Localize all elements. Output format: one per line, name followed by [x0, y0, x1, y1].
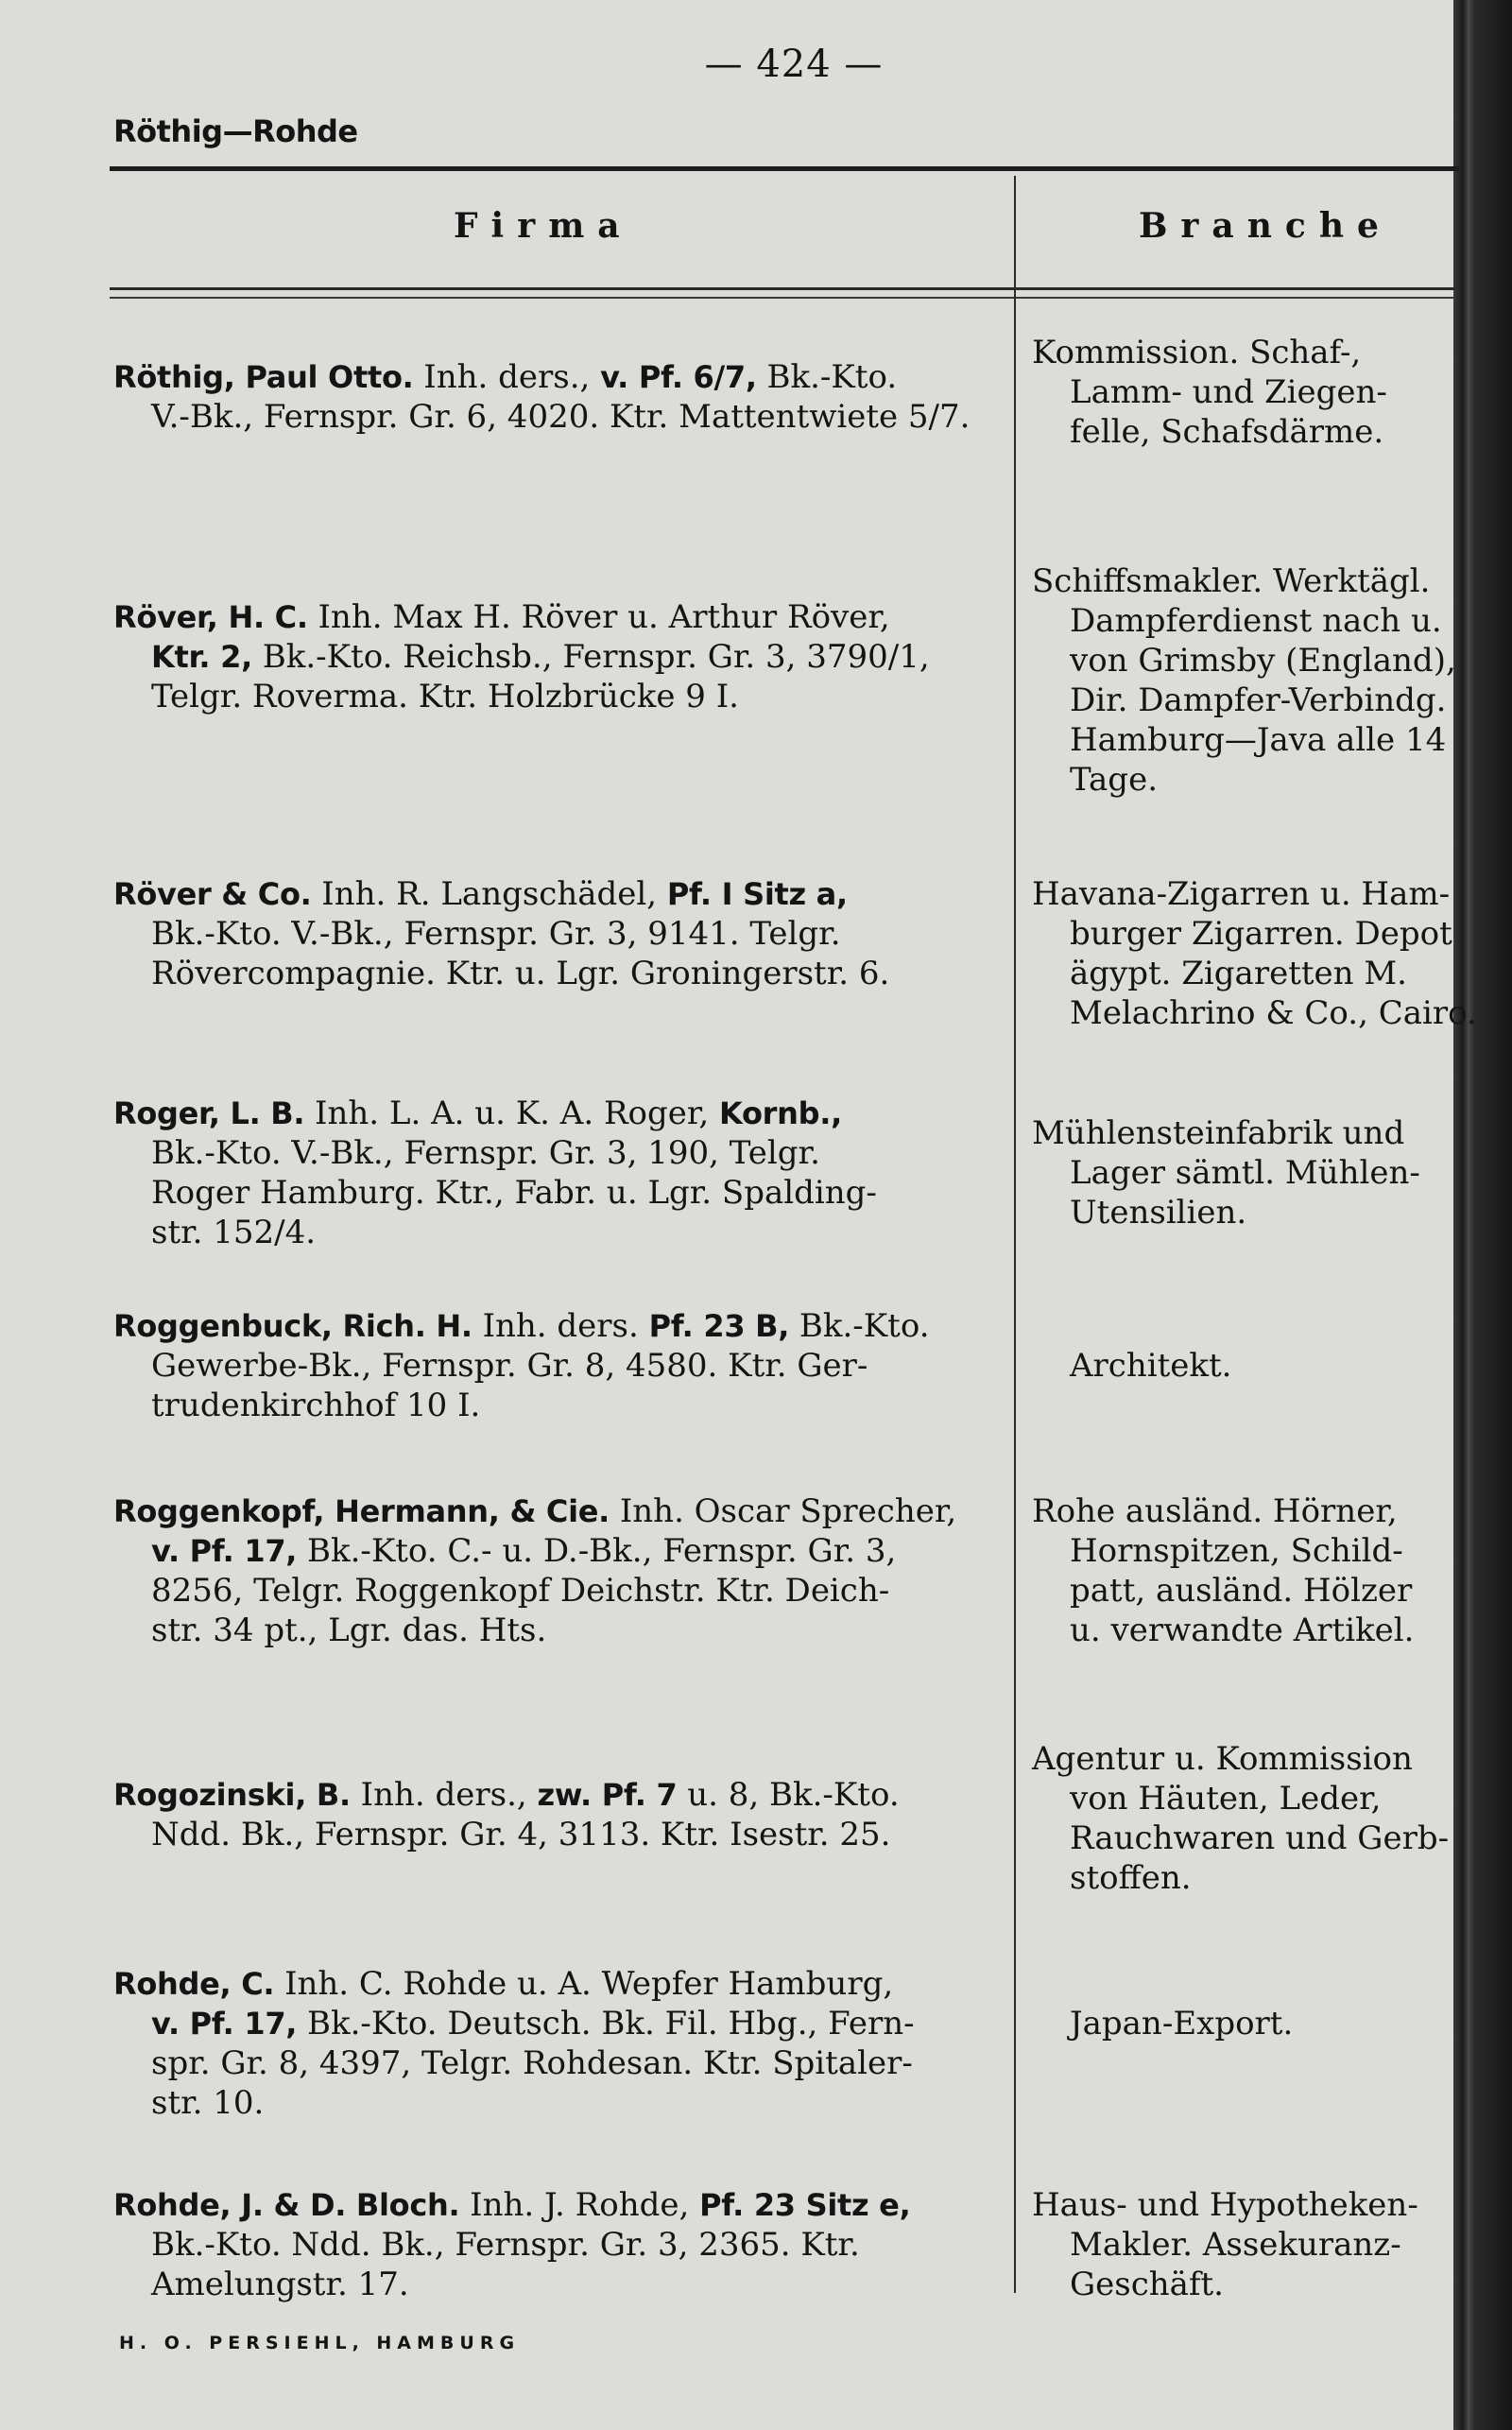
branche-line: Makler. Assekuranz- — [1070, 2226, 1401, 2264]
firma-line — [113, 1173, 1006, 1213]
firma-line — [113, 1491, 1006, 1531]
firma-text: Bk.-Kto. C.- u. D.-Bk., Fernspr. Gr. 3, — [297, 1532, 897, 1570]
firma-text: Inh. J. Rohde, — [459, 2186, 700, 2224]
firma-text: Inh. C. Rohde u. A. Wepfer Hamburg, — [274, 1965, 894, 2003]
printer-imprint: H. O. PERSIEHL, HAMBURG — [119, 2333, 521, 2353]
firma-line — [113, 954, 1006, 993]
branche-line: stoffen. — [1070, 1859, 1192, 1897]
firma-line — [113, 1571, 1006, 1611]
entry-firma — [113, 1306, 1006, 1425]
firma-line — [113, 597, 1006, 637]
firma-text: Inh. Oscar Sprecher, — [610, 1492, 957, 1530]
entry-firma — [113, 1964, 1006, 2123]
column-divider — [1014, 176, 1016, 2293]
branche-line: Rohe ausländ. Hörner, — [1032, 1492, 1398, 1530]
firma-text: Bk.-Kto. V.-Bk., Fernspr. Gr. 3, 9141. Telgr. — [151, 915, 841, 953]
branche-line: Lamm- und Ziegen- — [1070, 373, 1387, 411]
entry-branche — [1032, 333, 1467, 452]
entry-firma — [113, 2185, 1006, 2304]
firma-line — [113, 874, 1006, 914]
firma-line — [113, 2185, 1006, 2225]
firma-text: Bk.-Kto. — [756, 358, 898, 396]
entry-firma — [113, 597, 1006, 716]
firma-line — [113, 397, 1006, 437]
branche-line: Kommission. Schaf-, — [1032, 334, 1362, 371]
branche-line: Mühlensteinfabrik und — [1032, 1114, 1405, 1152]
branche-line: Schiffsmakler. Werktägl. — [1032, 562, 1431, 600]
running-head: Röthig—Rohde — [113, 113, 358, 149]
column-header-firma: Firma — [454, 206, 633, 246]
firma-name-bold: Röthig, Paul Otto. — [113, 359, 414, 395]
branche-line: Melachrino & Co., Cairo. — [1070, 994, 1477, 1032]
branche-line: Dir. Dampfer-Verbindg. — [1070, 681, 1447, 719]
branche-line: von Grimsby (England), — [1070, 642, 1456, 680]
firma-text: Inh. ders., — [413, 358, 601, 396]
firma-line — [113, 2083, 1006, 2123]
firma-line — [113, 357, 1006, 397]
firma-line — [113, 1386, 1006, 1425]
firma-text: V.-Bk., Fernspr. Gr. 6, 4020. Ktr. Mattentwiete 5/7. — [151, 398, 971, 436]
branche-line: Geschäft. — [1070, 2266, 1224, 2303]
entry-firma — [113, 1491, 1006, 1650]
firma-text: str. 152/4. — [151, 1214, 317, 1251]
firma-name-bold: Roggenbuck, Rich. H. — [113, 1308, 472, 1344]
branche-line: Tage. — [1070, 761, 1159, 799]
firma-name-bold: Ktr. 2, — [151, 639, 252, 675]
firma-line — [113, 1213, 1006, 1252]
top-rule — [110, 166, 1459, 171]
branche-line: Havana-Zigarren u. Ham- — [1032, 875, 1451, 913]
entry-branche — [1032, 561, 1467, 800]
branche-line: u. verwandte Artikel. — [1070, 1611, 1415, 1649]
firma-name-bold: Pf. 23 Sitz e, — [699, 2187, 911, 2223]
branche-line: Architekt. — [1070, 1347, 1232, 1385]
firma-line — [113, 2004, 1006, 2043]
firma-text: Inh. L. A. u. K. A. Roger, — [304, 1094, 720, 1132]
branche-line: Utensilien. — [1070, 1194, 1247, 1232]
firma-name-bold: Pf. 23 B, — [648, 1308, 790, 1344]
firma-name-bold: Roger, L. B. — [113, 1095, 305, 1131]
branche-line: Hornspitzen, Schild- — [1070, 1532, 1403, 1570]
firma-name-bold: Roggenkopf, Hermann, & Cie. — [113, 1493, 610, 1529]
firma-line — [113, 1133, 1006, 1173]
firma-text: Inh. ders., — [350, 1776, 538, 1814]
entry-firma — [113, 1094, 1006, 1252]
firma-text: Inh. Max H. Röver u. Arthur Röver, — [307, 598, 890, 636]
firma-name-bold: zw. Pf. 7 — [537, 1777, 678, 1813]
firma-name-bold: Röver & Co. — [113, 876, 312, 912]
firma-line — [113, 677, 1006, 716]
firma-text: Telgr. Roverma. Ktr. Holzbrücke 9 I. — [151, 678, 739, 715]
entry-branche — [1032, 1739, 1467, 1898]
firma-text: str. 34 pt., Lgr. das. Hts. — [151, 1611, 547, 1649]
branche-line: Rauchwaren und Gerb- — [1070, 1819, 1450, 1857]
entry-firma — [113, 357, 1006, 437]
entry-branche — [1032, 1964, 1467, 2043]
branche-line: Agentur u. Kommission — [1032, 1740, 1413, 1778]
entry-firma — [113, 1775, 1006, 1854]
firma-name-bold: v. Pf. 6/7, — [600, 359, 757, 395]
firma-text: Inh. ders. — [472, 1307, 649, 1345]
firma-text: Amelungstr. 17. — [151, 2266, 409, 2303]
branche-line: Dampferdienst nach u. — [1070, 602, 1442, 640]
firma-line — [113, 1094, 1006, 1133]
firma-text: Ndd. Bk., Fernspr. Gr. 4, 3113. Ktr. Isestr. 25. — [151, 1816, 891, 1853]
firma-text: Bk.-Kto. Ndd. Bk., Fernspr. Gr. 3, 2365. Ktr. — [151, 2226, 860, 2264]
firma-text: Bk.-Kto. Reichsb., Fernspr. Gr. 3, 3790/1, — [251, 638, 930, 676]
firma-line — [113, 1964, 1006, 2004]
branche-line: Hamburg—Java alle 14 — [1070, 721, 1447, 759]
entry-branche — [1032, 1491, 1467, 1650]
entry-branche — [1032, 1306, 1467, 1386]
branche-line: von Häuten, Leder, — [1070, 1780, 1382, 1818]
firma-text: Rövercompagnie. Ktr. u. Lgr. Groningerstr. 6. — [151, 955, 890, 992]
firma-line — [113, 2225, 1006, 2265]
firma-name-bold: Rogozinski, B. — [113, 1777, 351, 1813]
firma-name-bold: v. Pf. 17, — [151, 1533, 298, 1569]
page-number: — 424 — — [704, 43, 884, 86]
firma-text: Roger Hamburg. Ktr., Fabr. u. Lgr. Spalding- — [151, 1174, 877, 1212]
firma-text: Gewerbe-Bk., Fernspr. Gr. 8, 4580. Ktr. Ger- — [151, 1347, 868, 1385]
firma-text: spr. Gr. 8, 4397, Telgr. Rohdesan. Ktr. Spitaler- — [151, 2044, 913, 2082]
header-rule — [110, 287, 1455, 290]
firma-text: u. 8, Bk.-Kto. — [677, 1776, 900, 1814]
branche-line: Japan-Export. — [1070, 2005, 1294, 2042]
firma-text: str. 10. — [151, 2084, 265, 2122]
branche-line: Haus- und Hypotheken- — [1032, 2186, 1418, 2224]
firma-text: 8256, Telgr. Roggenkopf Deichstr. Ktr. Deich- — [151, 1572, 890, 1610]
firma-name-bold: Rohde, C. — [113, 1966, 275, 2002]
branche-line: ägypt. Zigaretten M. — [1070, 955, 1407, 992]
branche-line — [1032, 1306, 1467, 1346]
firma-name-bold: Röver, H. C. — [113, 599, 308, 635]
entry-branche — [1032, 2185, 1467, 2304]
firma-name-bold: Pf. I Sitz a, — [666, 876, 848, 912]
firma-line — [113, 1775, 1006, 1815]
branche-line — [1032, 1964, 1467, 2004]
firma-line — [113, 1306, 1006, 1346]
branche-line: patt, ausländ. Hölzer — [1070, 1572, 1413, 1610]
firma-line — [113, 2265, 1006, 2304]
firma-text: Inh. R. Langschädel, — [311, 875, 667, 913]
entry-firma — [113, 874, 1006, 993]
branche-line: burger Zigarren. Depot — [1070, 915, 1452, 953]
branche-line: Lager sämtl. Mühlen- — [1070, 1154, 1420, 1192]
firma-line — [113, 1815, 1006, 1854]
entry-branche — [1032, 874, 1477, 1033]
entry-branche — [1032, 1113, 1467, 1232]
firma-text: Bk.-Kto. — [789, 1307, 930, 1345]
firma-text: Bk.-Kto. V.-Bk., Fernspr. Gr. 3, 190, Telgr. — [151, 1134, 820, 1172]
firma-text: trudenkirchhof 10 I. — [151, 1387, 481, 1424]
firma-line — [113, 914, 1006, 954]
firma-name-bold: v. Pf. 17, — [151, 2006, 298, 2042]
firma-name-bold: Rohde, J. & D. Bloch. — [113, 2187, 460, 2223]
firma-line — [113, 2043, 1006, 2083]
firma-line — [113, 1346, 1006, 1386]
firma-text: Bk.-Kto. Deutsch. Bk. Fil. Hbg., Fern- — [297, 2005, 915, 2042]
firma-line — [113, 1531, 1006, 1571]
firma-line — [113, 637, 1006, 677]
firma-line — [113, 1611, 1006, 1650]
firma-name-bold: Kornb., — [719, 1095, 842, 1131]
branche-line: felle, Schafsdärme. — [1070, 413, 1384, 451]
header-rule-double — [110, 297, 1455, 299]
column-header-branche: Branche — [1139, 206, 1392, 246]
